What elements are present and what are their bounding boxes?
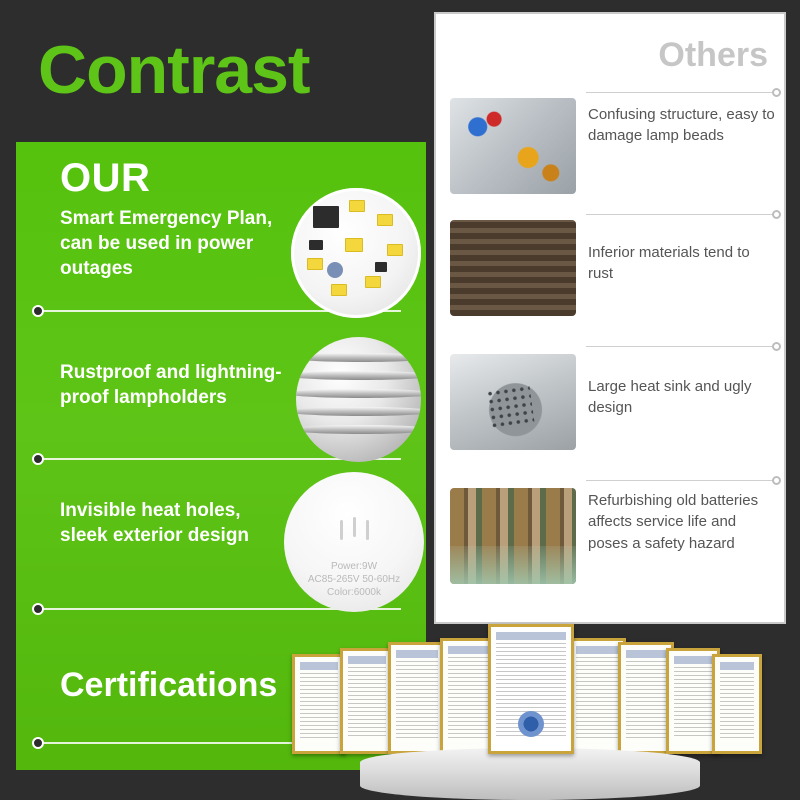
divider-dot-icon [32, 737, 44, 749]
feature-3-label: Invisible heat holes, sleek exterior design [60, 500, 250, 547]
divider-dot-icon [772, 88, 781, 97]
others-4-label: Refurbishing old batteries affects service life and poses a safety hazard [588, 492, 759, 552]
certificate-2 [340, 648, 394, 754]
certificate-of-compliance [488, 624, 574, 754]
others-2-label: Inferior materials tend to rust [588, 244, 750, 283]
certifications-heading: Certifications [60, 666, 278, 704]
page-title: Contrast [38, 32, 310, 108]
rusty-screw-base-photo [450, 220, 576, 316]
bulb-bottom-face-photo [284, 472, 424, 612]
divider-dot-icon [772, 476, 781, 485]
others-panel [434, 12, 786, 624]
divider-dot-icon [32, 603, 44, 615]
certificate-3 [388, 642, 446, 754]
led-pcb-board-photo [291, 188, 421, 318]
bulb-spec-color: Color:6000k [327, 587, 381, 598]
others-1-label: Confusing structure, easy to damage lamp beads [588, 106, 775, 145]
divider-dot-icon [772, 342, 781, 351]
certificate-9 [712, 654, 762, 754]
others-divider-1 [586, 92, 776, 93]
bulb-spec-power: Power:9W [330, 561, 378, 572]
others-3-label: Large heat sink and ugly design [588, 378, 752, 417]
bulb-spec-voltage: AC85-265V 50-60Hz [307, 574, 401, 585]
display-pedestal [360, 748, 700, 800]
divider-dot-icon [772, 210, 781, 219]
divider-dot-icon [32, 453, 44, 465]
large-heat-sink-photo [450, 354, 576, 450]
others-heading: Others [658, 36, 768, 74]
certificate-1 [292, 654, 346, 754]
chrome-lampholder-photo [296, 337, 421, 462]
others-divider-4 [586, 480, 776, 481]
others-divider-2 [586, 214, 776, 215]
divider-dot-icon [32, 305, 44, 317]
certificates-strip [292, 624, 762, 754]
feature-2-label: Rustproof and lightning-proof lampholders [60, 362, 282, 409]
feature-1-label: Smart Emergency Plan, can be used in power outages [60, 208, 273, 280]
corroded-batteries-photo [450, 488, 576, 584]
our-heading: OUR [60, 156, 151, 200]
others-divider-3 [586, 346, 776, 347]
messy-wiring-photo [450, 98, 576, 194]
